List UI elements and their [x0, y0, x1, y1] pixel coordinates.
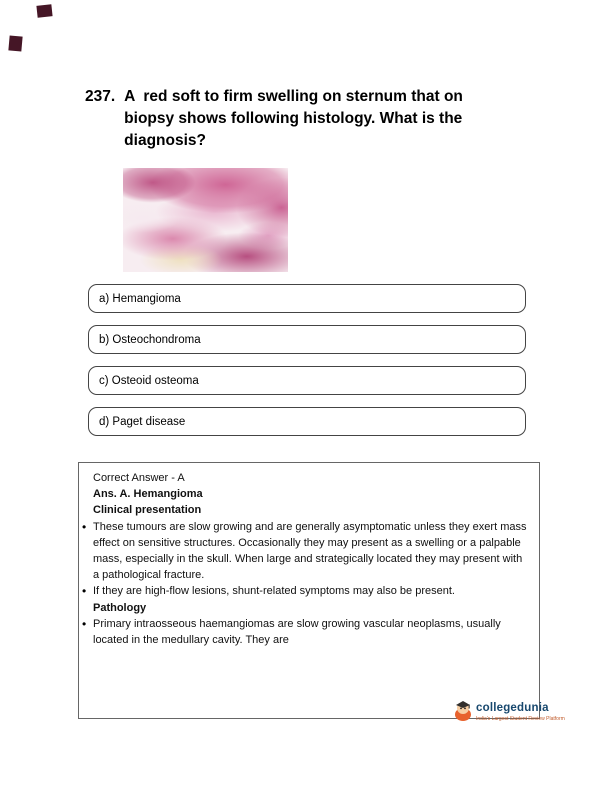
scan-artifact-top [36, 4, 52, 18]
option-c[interactable] [88, 366, 526, 395]
option-d-label: d) Paget disease [99, 415, 186, 428]
explanation-box [78, 462, 540, 719]
explanation-bullet-3: • Primary intraosseous haemangiomas are slow growing vascular neoplasms, usually located in the medullary cavity. They are [81, 616, 529, 648]
option-b[interactable] [88, 325, 526, 354]
explanation-bullet-1: • These tumours are slow growing and are generally asymptomatic unless they exert mass effect on sensitive structures. Occasionally they may present as a swelling or a palpable mass, especially in the skull. When large and strategically located they may present with a pathological fracture. [81, 519, 529, 584]
clinical-presentation-heading: Clinical presentation [93, 504, 202, 517]
correct-answer-line: Correct Answer - A [93, 472, 185, 484]
option-c-label: c) Osteoid osteoma [99, 374, 199, 387]
question-number: 237. [85, 88, 116, 105]
option-d[interactable] [88, 407, 526, 436]
question-block [85, 86, 476, 152]
scan-artifact-left [8, 35, 22, 51]
logo-text: collegedunia [476, 702, 549, 715]
collegedunia-mascot-icon [453, 699, 473, 726]
option-a-label: a) Hemangioma [99, 292, 181, 305]
pathology-heading: Pathology [93, 601, 147, 614]
option-a[interactable] [88, 284, 526, 313]
answer-line: Ans. A. Hemangioma [93, 488, 203, 501]
histology-micrograph-image [123, 168, 288, 272]
logo-tagline: India's Largest Student Review Platform [476, 715, 565, 722]
collegedunia-logo [453, 699, 565, 726]
option-b-label: b) Osteochondroma [99, 333, 201, 346]
question-text: A red soft to firm swelling on sternum that on biopsy shows following histology. What is the diagnosis? [124, 88, 468, 149]
explanation-bullet-2: • If they are high-flow lesions, shunt-related symptoms may also be present. [81, 583, 529, 599]
